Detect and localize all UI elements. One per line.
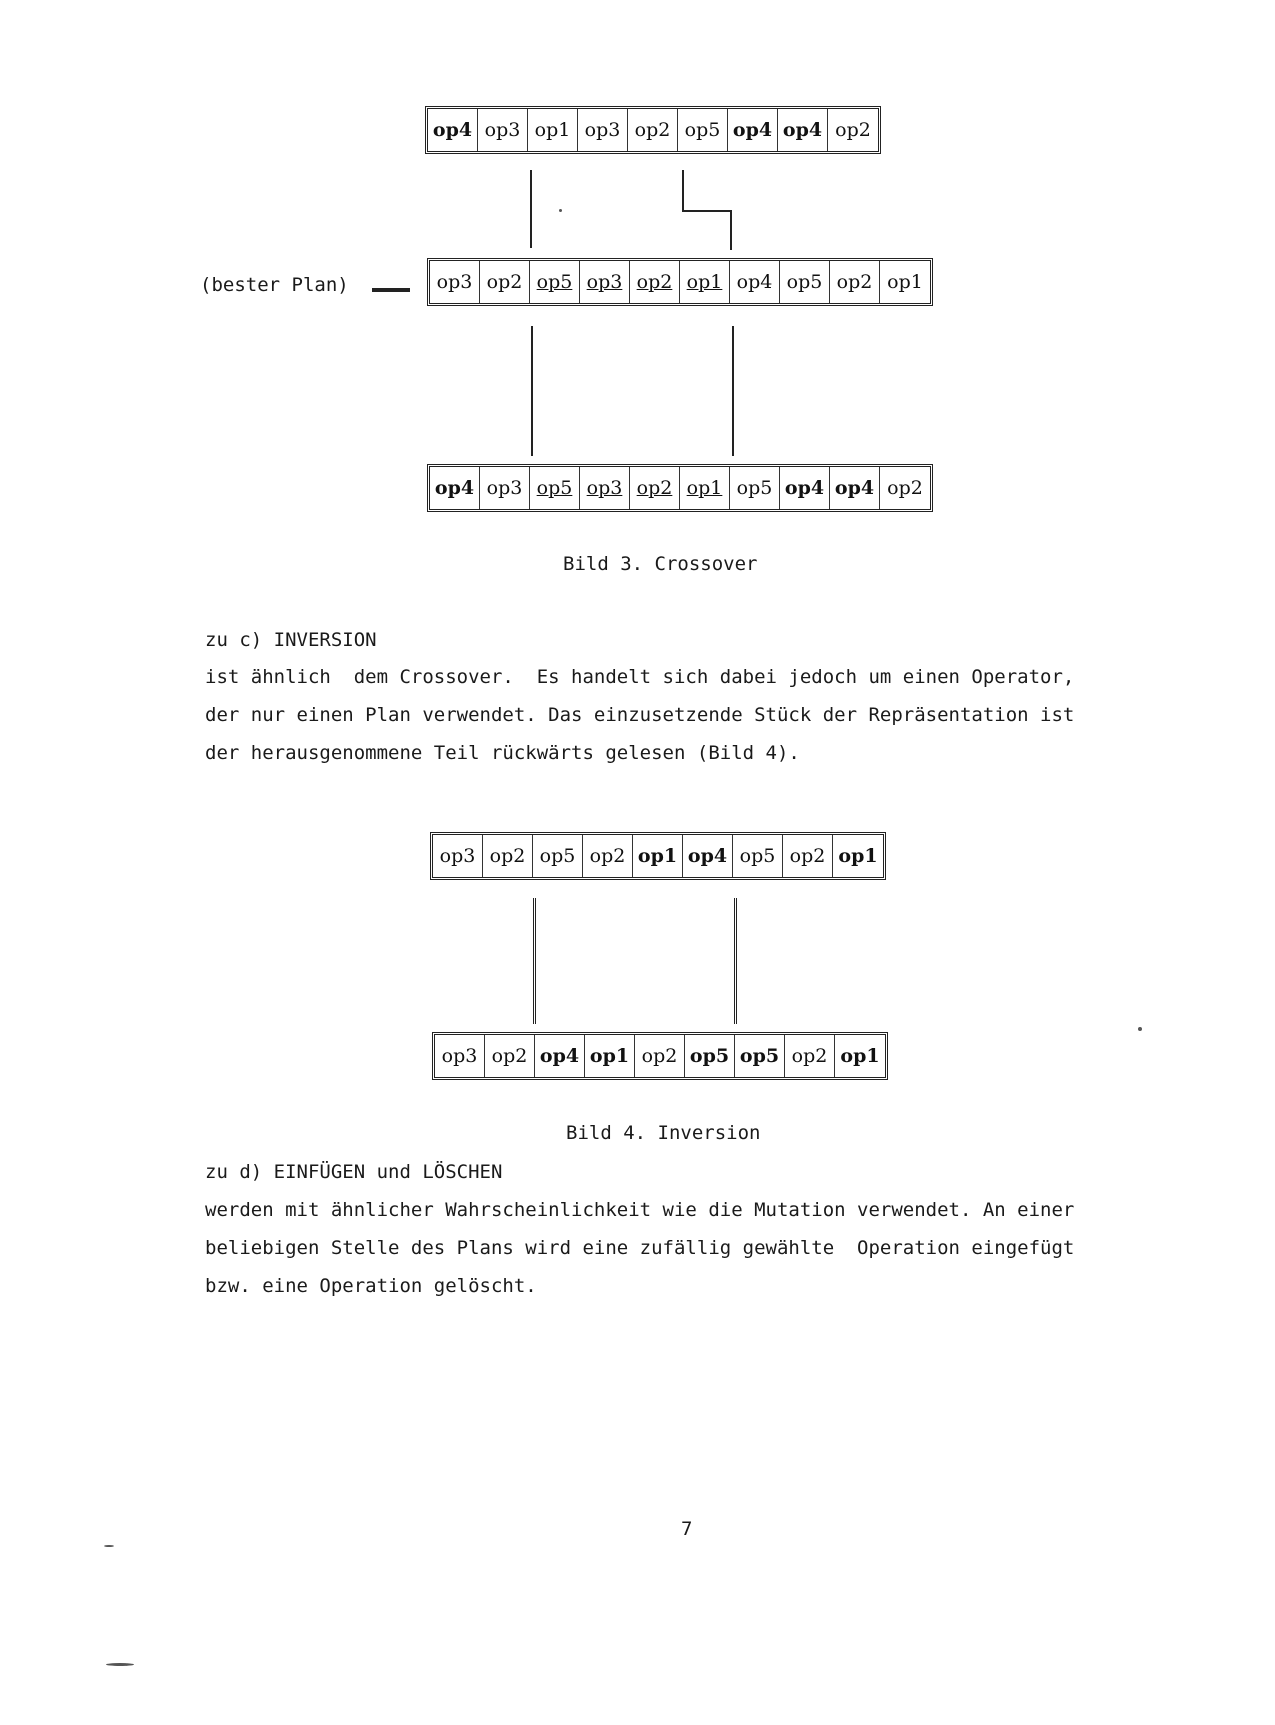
best-plan-arrow: [372, 288, 410, 292]
scan-speck: [106, 1663, 134, 1666]
operation-cell: [780, 467, 830, 509]
operation-cell: [680, 467, 730, 509]
operation-cell: [880, 261, 930, 303]
operation-label: op1: [840, 1045, 880, 1067]
operation-cell: [428, 109, 478, 151]
page-number: 7: [681, 1518, 693, 1540]
operation-label: op2: [835, 119, 871, 141]
section-d-line: beliebigen Stelle des Plans wird eine zufällig gewählte Operation eingefügt: [205, 1237, 1075, 1259]
operation-label: op2: [489, 845, 526, 867]
operation-label: op1: [686, 271, 723, 293]
operation-cell: [430, 261, 480, 303]
operation-label: op2: [789, 845, 826, 867]
operation-label: op3: [586, 477, 623, 499]
operation-label: op4: [834, 477, 875, 499]
operation-label: op5: [536, 477, 573, 499]
operation-label: op4: [782, 119, 823, 141]
operation-label: op4: [732, 119, 773, 141]
figure3-caption: Bild 3. Crossover: [563, 553, 758, 575]
operation-cell: [735, 1035, 785, 1077]
operation-cell: [680, 261, 730, 303]
operation-label: op3: [441, 1045, 478, 1067]
operation-label: op4: [432, 119, 473, 141]
section-c-line: der nur einen Plan verwendet. Das einzusetzende Stück der Repräsentation ist: [205, 704, 1075, 726]
operation-cell: [880, 467, 930, 509]
operation-label: op5: [689, 1045, 730, 1067]
operation-cell: [728, 109, 778, 151]
operation-cell: [433, 835, 483, 877]
operation-cell: [483, 835, 533, 877]
operation-label: op4: [784, 477, 825, 499]
operation-label: op5: [736, 477, 773, 499]
operation-label: op4: [736, 271, 773, 293]
operation-label: op4: [434, 477, 475, 499]
operation-label: op2: [887, 477, 923, 499]
operation-cell: [628, 109, 678, 151]
operation-cell: [528, 109, 578, 151]
crossover-cut-line-right-upper-c: [730, 210, 732, 250]
operation-cell: [630, 261, 680, 303]
operation-label: op5: [536, 271, 573, 293]
operation-cell: [580, 261, 630, 303]
operation-label: op5: [539, 845, 576, 867]
scan-speck: [104, 1545, 114, 1547]
operation-label: op1: [534, 119, 571, 141]
section-c-line: ist ähnlich dem Crossover. Es handelt sich dabei jedoch um einen Operator,: [205, 666, 1075, 688]
operation-cell: [630, 467, 680, 509]
operation-cell: [828, 109, 878, 151]
operation-label: op2: [486, 271, 523, 293]
operation-label: op1: [637, 845, 678, 867]
operation-label: op3: [584, 119, 621, 141]
operation-label: op3: [439, 845, 476, 867]
operation-cell: [780, 261, 830, 303]
operation-label: op1: [589, 1045, 630, 1067]
operation-label: op1: [686, 477, 723, 499]
operation-label: op5: [739, 845, 776, 867]
parent-plan-row: [425, 106, 881, 154]
operation-label: op5: [739, 1045, 780, 1067]
operation-cell: [485, 1035, 535, 1077]
operation-label: op4: [539, 1045, 580, 1067]
inversion-after-row: [432, 1032, 888, 1080]
section-c-heading: zu c) INVERSION: [205, 629, 377, 651]
operation-label: op5: [684, 119, 721, 141]
operation-cell: [530, 467, 580, 509]
best-plan-row: [427, 258, 933, 306]
operation-label: op1: [838, 845, 878, 867]
inversion-cut-line-right: [734, 898, 737, 1024]
inversion-cut-line-left: [533, 898, 536, 1024]
operation-cell: [480, 467, 530, 509]
crossover-child-row: [427, 464, 933, 512]
operation-cell: [730, 261, 780, 303]
operation-cell: [733, 835, 783, 877]
section-d-heading: zu d) EINFÜGEN und LÖSCHEN: [205, 1161, 503, 1183]
operation-label: op2: [791, 1045, 828, 1067]
crossover-cut-line-right-upper-b: [682, 210, 732, 212]
figure4-caption: Bild 4. Inversion: [566, 1122, 761, 1144]
best-plan-label: (bester Plan): [200, 274, 349, 296]
section-d-line: bzw. eine Operation gelöscht.: [205, 1275, 537, 1297]
operation-cell: [785, 1035, 835, 1077]
operation-cell: [635, 1035, 685, 1077]
operation-cell: [580, 467, 630, 509]
operation-cell: [530, 261, 580, 303]
operation-cell: [683, 835, 733, 877]
operation-label: op2: [589, 845, 626, 867]
operation-cell: [583, 835, 633, 877]
operation-label: op3: [484, 119, 521, 141]
operation-cell: [830, 467, 880, 509]
scan-speck: [559, 209, 562, 212]
crossover-cut-line-left-lower: [531, 326, 533, 456]
operation-label: op2: [491, 1045, 528, 1067]
scan-speck: [1138, 1027, 1142, 1031]
operation-label: op3: [586, 271, 623, 293]
operation-cell: [478, 109, 528, 151]
operation-label: op1: [887, 271, 923, 293]
operation-cell: [783, 835, 833, 877]
operation-label: op4: [687, 845, 728, 867]
operation-cell: [730, 467, 780, 509]
section-c-line: der herausgenommene Teil rückwärts gelesen (Bild 4).: [205, 742, 800, 764]
crossover-cut-line-left-upper: [530, 170, 532, 248]
section-d-line: werden mit ähnlicher Wahrscheinlichkeit wie die Mutation verwendet. An einer: [205, 1199, 1075, 1221]
operation-cell: [678, 109, 728, 151]
operation-cell: [830, 261, 880, 303]
operation-label: op2: [636, 271, 673, 293]
operation-cell: [535, 1035, 585, 1077]
operation-cell: [585, 1035, 635, 1077]
operation-label: op5: [786, 271, 823, 293]
operation-cell: [430, 467, 480, 509]
crossover-cut-line-right-lower: [732, 326, 734, 456]
operation-label: op3: [436, 271, 473, 293]
operation-label: op2: [641, 1045, 678, 1067]
operation-cell: [533, 835, 583, 877]
inversion-before-row: [430, 832, 886, 880]
crossover-cut-line-right-upper-a: [682, 170, 684, 210]
operation-label: op2: [636, 477, 673, 499]
operation-label: op2: [836, 271, 873, 293]
operation-cell: [685, 1035, 735, 1077]
operation-cell: [435, 1035, 485, 1077]
operation-cell: [778, 109, 828, 151]
operation-label: op3: [486, 477, 523, 499]
operation-cell: [578, 109, 628, 151]
operation-cell: [833, 835, 883, 877]
operation-cell: [835, 1035, 885, 1077]
operation-cell: [633, 835, 683, 877]
operation-cell: [480, 261, 530, 303]
operation-label: op2: [634, 119, 671, 141]
